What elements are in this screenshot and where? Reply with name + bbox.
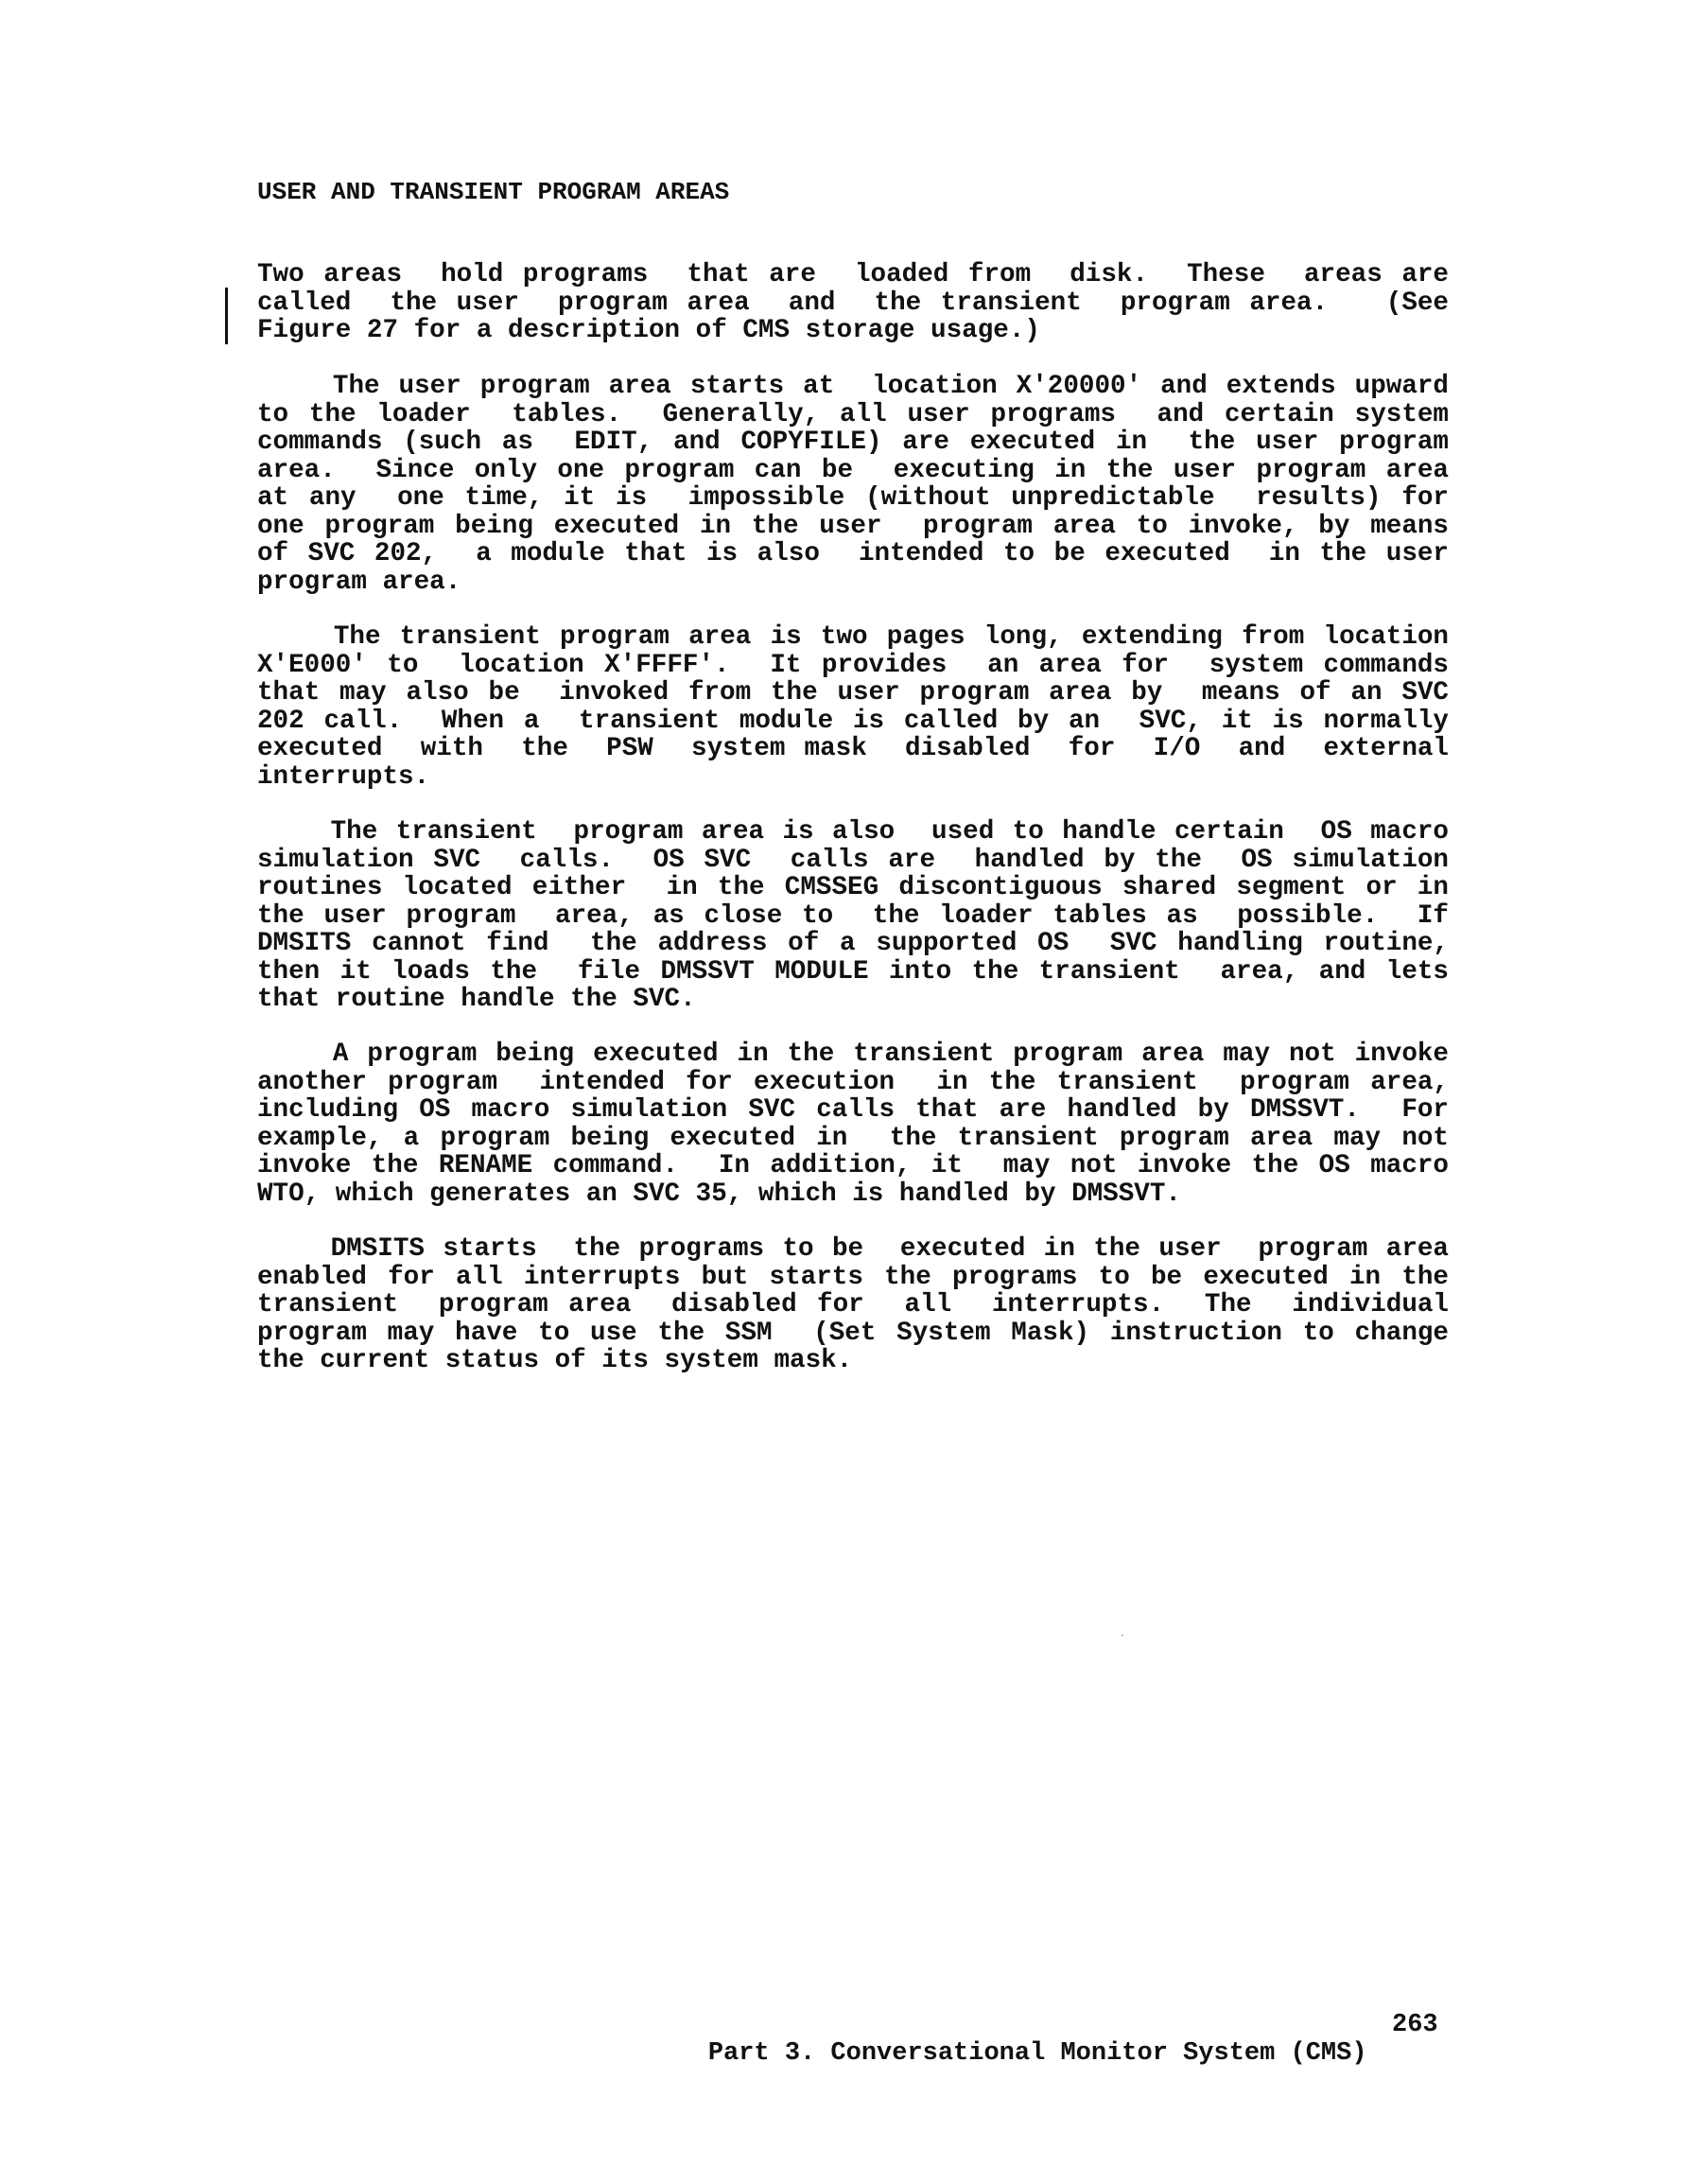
text-line: example, a program being executed in the transient program area may not bbox=[257, 1123, 1449, 1153]
text-line: WTO, which generates an SVC 35, which is handled by DMSSVT. bbox=[257, 1179, 1181, 1209]
text-line: transient program area disabled for all interrupts. The individual bbox=[257, 1290, 1449, 1319]
text-line: interrupts. bbox=[257, 761, 430, 792]
paragraph-2 bbox=[257, 373, 1449, 596]
text-line: executed with the PSW system mask disabled for I/O and external bbox=[257, 734, 1449, 763]
revision-bar bbox=[225, 288, 228, 344]
text-line: area. Since only one program can be executing in the user program area bbox=[257, 455, 1449, 485]
text-line: simulation SVC calls. OS SVC calls are handled by the OS simulation bbox=[257, 845, 1449, 875]
section-heading: USER AND TRANSIENT PROGRAM AREAS bbox=[257, 178, 730, 206]
text-line: that may also be invoked from the user program area by means of an SVC bbox=[257, 678, 1449, 708]
text-line: at any one time, it is impossible (without unpredictable results) for bbox=[257, 483, 1449, 513]
text-line: The transient program area is two pages long, extending from location bbox=[257, 622, 1449, 652]
text-line: routines located either in the CMSSEG discontiguous shared segment or in bbox=[257, 873, 1449, 902]
text-line: Figure 27 for a description of CMS storage usage.) bbox=[257, 316, 1040, 345]
text-line: that routine handle the SVC. bbox=[257, 985, 696, 1014]
text-line: called the user program area and the transient program area. (See bbox=[257, 288, 1449, 318]
paragraph-5 bbox=[257, 1040, 1449, 1208]
paragraph-6 bbox=[257, 1235, 1449, 1375]
text-line: X'E000' to location X'FFFF'. It provides an area for system commands bbox=[257, 650, 1449, 680]
text-line: commands (such as EDIT, and COPYFILE) are executed in the user program bbox=[257, 428, 1449, 457]
text-line: of SVC 202, a module that is also intended to be executed in the user bbox=[257, 539, 1449, 568]
page-footer bbox=[647, 2011, 1441, 2124]
scan-speck bbox=[1122, 1634, 1123, 1636]
text-line: enabled for all interrupts but starts the programs to be executed in the bbox=[257, 1262, 1449, 1292]
text-line: Two areas hold programs that are loaded from disk. These areas are bbox=[257, 260, 1449, 289]
text-line: invoke the RENAME command. In addition, it may not invoke the OS macro bbox=[257, 1151, 1449, 1180]
paragraph-3 bbox=[257, 623, 1449, 791]
text-line: The user program area starts at location X'20000' and extends upward bbox=[257, 372, 1449, 401]
text-line: 202 call. When a transient module is called by an SVC, it is normally bbox=[257, 706, 1449, 736]
text-line: another program intended for execution in the transient program area, bbox=[257, 1067, 1449, 1097]
text-line: including OS macro simulation SVC calls that are handled by DMSSVT. For bbox=[257, 1095, 1449, 1125]
footer-title: Part 3. Conversational Monitor System (CMS) bbox=[707, 2039, 1367, 2068]
paragraph-4 bbox=[257, 818, 1449, 1014]
text-line: DMSITS cannot find the address of a supported OS SVC handling routine, bbox=[257, 929, 1449, 958]
text-line: DMSITS starts the programs to be executed in the user program area bbox=[257, 1234, 1449, 1264]
text-line: The transient program area is also used to handle certain OS macro bbox=[257, 817, 1449, 847]
page-number: 263 bbox=[1392, 2011, 1438, 2039]
text-line: A program being executed in the transient program area may not invoke bbox=[257, 1040, 1449, 1069]
text-line: to the loader tables. Generally, all user programs and certain system bbox=[257, 399, 1449, 429]
text-line: the current status of its system mask. bbox=[257, 1346, 853, 1375]
text-line: then it loads the file DMSSVT MODULE into the transient area, and lets bbox=[257, 956, 1449, 987]
text-line: one program being executed in the user program area to invoke, by means bbox=[257, 511, 1449, 541]
text-line: program area. bbox=[257, 567, 461, 597]
text-line: the user program area, as close to the loader tables as possible. If bbox=[257, 900, 1449, 931]
paragraph-1 bbox=[257, 261, 1449, 345]
text-line: program may have to use the SSM (Set System Mask) instruction to change bbox=[257, 1318, 1449, 1348]
